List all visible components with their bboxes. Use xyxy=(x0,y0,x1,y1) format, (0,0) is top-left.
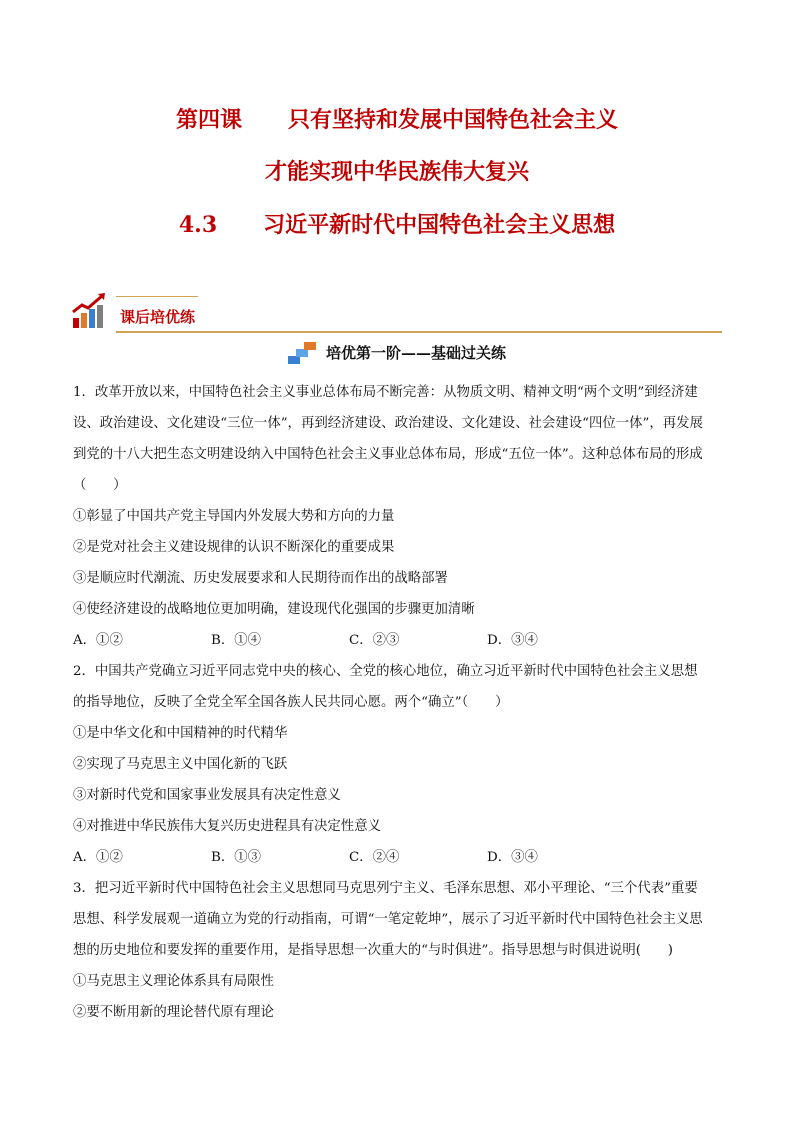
bar-chart-rising-arrow-icon xyxy=(72,292,108,330)
question-list xyxy=(73,377,723,1028)
section-header xyxy=(72,292,722,336)
option-b: B．①④ xyxy=(211,633,262,648)
question-1-options xyxy=(73,625,723,656)
option-b: B．①③ xyxy=(211,850,262,865)
option-d: D．③④ xyxy=(487,633,538,648)
question-1-statement: ②是党对社会主义建设规律的认识不断深化的重要成果 xyxy=(73,540,395,555)
question-2-statement: ③对新时代党和国家事业发展具有决定性意义 xyxy=(73,788,341,803)
question-1-stem-line: 1．改革开放以来，中国特色社会主义事业总体布局不断完善：从物质文明、精神文明“两个文明”到经济建 xyxy=(73,385,698,400)
lesson-subtitle: 才能实现中华民族伟大复兴 xyxy=(264,159,529,185)
question-3-stem-line: 3．把习近平新时代中国特色社会主义思想同马克思列宁主义、毛泽东思想、邓小平理论、“三个代表”重要 xyxy=(73,881,698,896)
question-2-statement: ①是中华文化和中国精神的时代精华 xyxy=(73,726,288,741)
question-3-stem-line: 思想、科学发展观一道确立为党的行动指南，可谓“一笔定乾坤”，展示了习近平新时代中国特色社会主义思 xyxy=(73,912,703,927)
question-1-statement: ①彰显了中国共产党主导国内外发展大势和方向的力量 xyxy=(73,509,395,524)
section-top-rule xyxy=(116,296,198,297)
section-title: 4.3 习近平新时代中国特色社会主义思想 xyxy=(178,212,616,238)
subsection-label: 培优第一阶——基础过关练 xyxy=(325,344,506,362)
option-d: D．③④ xyxy=(487,850,538,865)
question-2-options xyxy=(73,842,723,873)
question-1-statement: ③是顺应时代潮流、历史发展要求和人民期待而作出的战略部署 xyxy=(73,571,448,586)
option-c: C．②③ xyxy=(349,633,400,648)
question-2-stem-line: 的指导地位，反映了全党全军全国各族人民共同心愿。两个“确立”（ ） xyxy=(73,695,509,710)
option-a: A．①② xyxy=(73,850,123,865)
question-3-statement: ②要不断用新的理论替代原有理论 xyxy=(73,1005,274,1020)
option-a: A．①② xyxy=(73,633,123,648)
option-c: C．②④ xyxy=(349,850,400,865)
section-rule xyxy=(116,331,722,333)
question-2-statement: ④对推进中华民族伟大复兴历史进程具有决定性意义 xyxy=(73,819,381,834)
question-2-statement: ②实现了马克思主义中国化新的飞跃 xyxy=(73,757,288,772)
question-3-statement: ①马克思主义理论体系具有局限性 xyxy=(73,974,274,989)
question-1-statement: ④使经济建设的战略地位更加明确，建设现代化强国的步骤更加清晰 xyxy=(73,602,475,617)
lesson-title: 第四课 只有坚持和发展中国特色社会主义 xyxy=(176,107,618,133)
question-1-stem-line: 设、政治建设、文化建设“三位一体”，再到经济建设、政治建设、文化建设、社会建设“四位一体”，再发展 xyxy=(73,416,703,431)
section-label: 课后培优练 xyxy=(120,308,196,326)
subsection-header xyxy=(0,340,794,366)
question-2-stem-line: 2．中国共产党确立习近平同志党中央的核心、全党的核心地位，确立习近平新时代中国特色社会主义思想 xyxy=(73,664,698,679)
steps-icon xyxy=(288,342,320,364)
question-3-stem-line: 想的历史地位和要发挥的重要作用，是指导思想一次重大的“与时俱进”。指导思想与时俱进说明( ) xyxy=(73,943,673,958)
question-1-answer-blank: （ ） xyxy=(73,478,127,493)
question-1-stem-line: 到党的十八大把生态文明建设纳入中国特色社会主义事业总体布局，形成“五位一体”。这种总体布局的形成 xyxy=(73,447,703,462)
